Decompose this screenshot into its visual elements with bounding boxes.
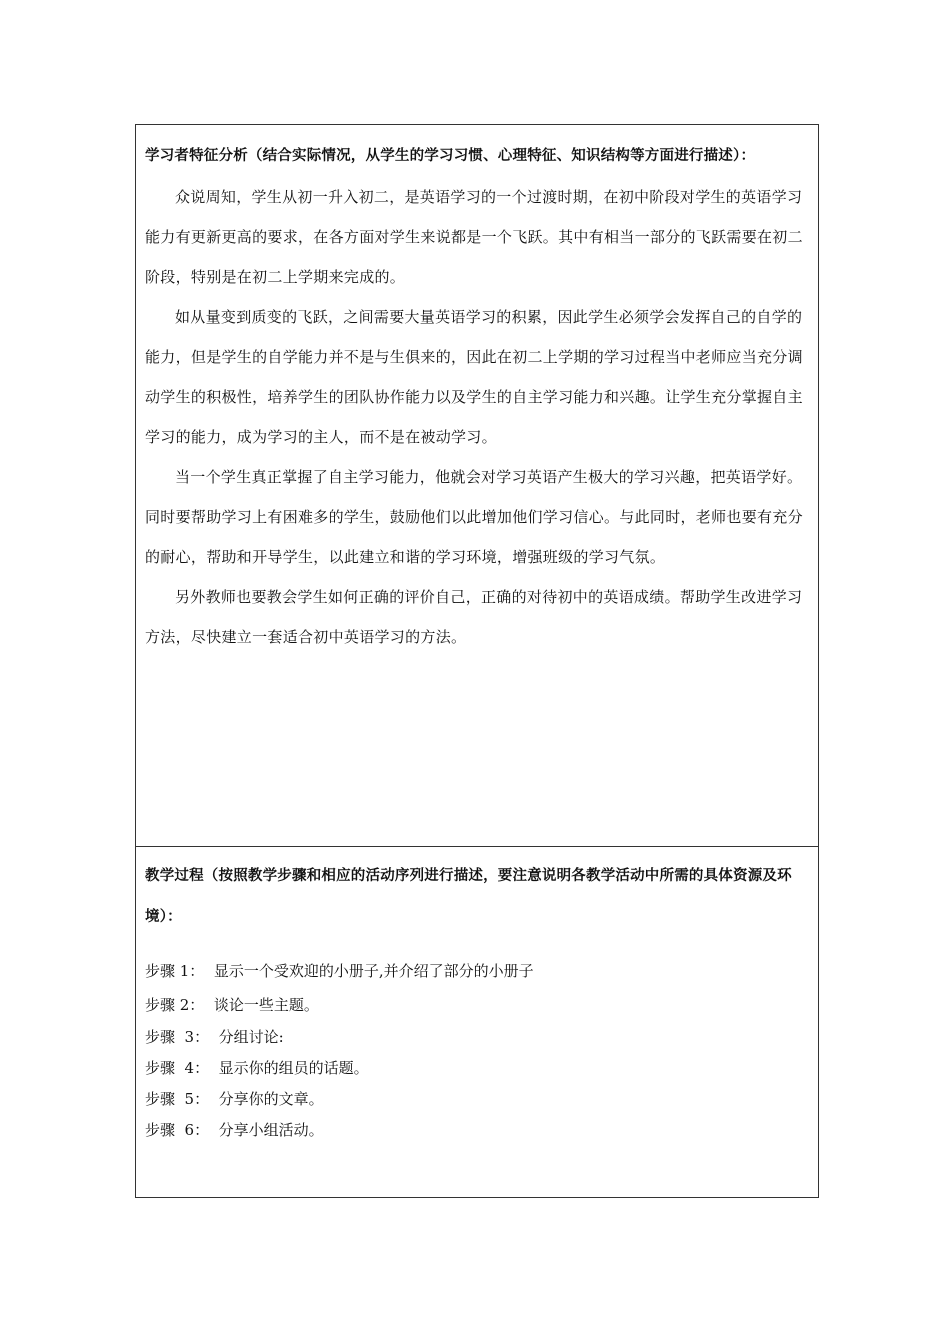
step-list: [145, 954, 808, 1146]
teaching-process-cell: [136, 847, 818, 1197]
document-table: [135, 124, 819, 1198]
paragraph: 当一个学生真正掌握了自主学习能力，他就会对学习英语产生极大的学习兴趣，把英语学好。同时要帮助学习上有困难多的学生，鼓励他们以此增加他们学习信心。与此同时，老师也要有充分的耐心，帮助和开导学生，以此建立和谐的学习环境，增强班级的学习气氛。: [145, 468, 803, 566]
step-item: 步骤 6： 分享小组活动。: [145, 1121, 324, 1139]
step-item: 步骤 5： 分享你的文章。: [145, 1090, 324, 1108]
step-item: 步骤 4： 显示你的组员的话题。: [145, 1059, 369, 1077]
teaching-process-heading: 教学过程（按照教学步骤和相应的活动序列进行描述，要注意说明各教学活动中所需的具体资源及环境）：: [145, 868, 792, 925]
step-item: 步骤 2： 谈论一些主题。: [145, 996, 319, 1014]
step-item: 步骤 1： 显示一个受欢迎的小册子,并介绍了部分的小册子: [145, 962, 534, 980]
step-item: 步骤 3： 分组讨论:: [145, 1028, 284, 1046]
paragraph: 另外教师也要教会学生如何正确的评价自己，正确的对待初中的英语成绩。帮助学生改进学习方法，尽快建立一套适合初中英语学习的方法。: [145, 588, 803, 646]
paragraph: 众说周知，学生从初一升入初二，是英语学习的一个过渡时期，在初中阶段对学生的英语学习能力有更新更高的要求，在各方面对学生来说都是一个飞跃。其中有相当一部分的飞跃需要在初二阶段，特别是在初二上学期来完成的。: [145, 188, 803, 286]
paragraph: 如从量变到质变的飞跃，之间需要大量英语学习的积累，因此学生必须学会发挥自己的自学的能力，但是学生的自学能力并不是与生俱来的，因此在初二上学期的学习过程当中老师应当充分调动学生的积极性，培养学生的团队协作能力以及学生的自主学习能力和兴趣。让学生充分掌握自主学习的能力，成为学习的主人，而不是在被动学习。: [145, 308, 803, 446]
learner-analysis-heading: 学习者特征分析（结合实际情况，从学生的学习习惯、心理特征、知识结构等方面进行描述）：: [145, 148, 756, 164]
learner-analysis-cell: [136, 125, 818, 847]
